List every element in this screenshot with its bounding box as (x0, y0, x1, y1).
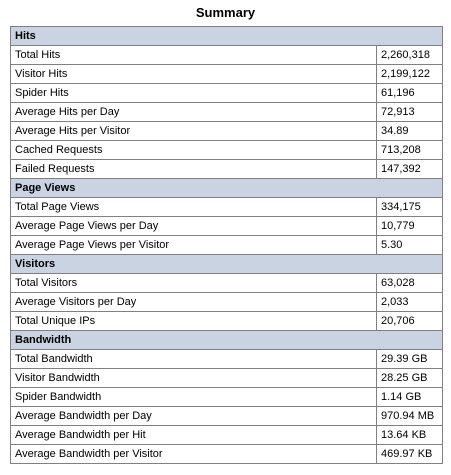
table-row (11, 217, 443, 236)
row-label: Total Bandwidth (11, 350, 377, 369)
table-row (11, 84, 443, 103)
table-row (11, 369, 443, 388)
row-value: 2,199,122 (377, 65, 443, 84)
row-label: Visitor Hits (11, 65, 377, 84)
row-value: 20,706 (377, 312, 443, 331)
row-label: Average Page Views per Visitor (11, 236, 377, 255)
summary-table (10, 26, 443, 464)
row-value: 713,208 (377, 141, 443, 160)
row-label: Average Page Views per Day (11, 217, 377, 236)
table-row (11, 426, 443, 445)
table-row (11, 312, 443, 331)
row-label: Total Page Views (11, 198, 377, 217)
section-header-bandwidth (11, 331, 443, 350)
row-value: 63,028 (377, 274, 443, 293)
section-title: Page Views (11, 179, 443, 198)
table-row (11, 407, 443, 426)
table-row (11, 122, 443, 141)
row-value: 28.25 GB (377, 369, 443, 388)
table-row (11, 103, 443, 122)
row-label: Visitor Bandwidth (11, 369, 377, 388)
table-row (11, 293, 443, 312)
row-label: Average Bandwidth per Hit (11, 426, 377, 445)
row-value: 61,196 (377, 84, 443, 103)
page-title: Summary (195, 5, 256, 20)
row-label: Spider Hits (11, 84, 377, 103)
row-label: Cached Requests (11, 141, 377, 160)
row-label: Average Hits per Visitor (11, 122, 377, 141)
row-label: Average Hits per Day (11, 103, 377, 122)
row-label: Failed Requests (11, 160, 377, 179)
row-value: 10,779 (377, 217, 443, 236)
row-value: 72,913 (377, 103, 443, 122)
table-row (11, 350, 443, 369)
table-row (11, 388, 443, 407)
row-value: 13.64 KB (377, 426, 443, 445)
section-header-hits (11, 27, 443, 46)
row-value: 970.94 MB (377, 407, 443, 426)
table-row (11, 236, 443, 255)
row-label: Spider Bandwidth (11, 388, 377, 407)
row-label: Average Bandwidth per Visitor (11, 445, 377, 464)
table-row (11, 445, 443, 464)
table-row (11, 198, 443, 217)
section-header-page-views (11, 179, 443, 198)
row-label: Total Unique IPs (11, 312, 377, 331)
row-value: 147,392 (377, 160, 443, 179)
section-header-visitors (11, 255, 443, 274)
table-row (11, 46, 443, 65)
section-title: Bandwidth (11, 331, 443, 350)
row-value: 2,033 (377, 293, 443, 312)
section-title: Hits (11, 27, 443, 46)
row-value: 334,175 (377, 198, 443, 217)
row-value: 1.14 GB (377, 388, 443, 407)
table-row (11, 160, 443, 179)
section-title: Visitors (11, 255, 443, 274)
row-value: 2,260,318 (377, 46, 443, 65)
row-value: 5.30 (377, 236, 443, 255)
row-value: 469.97 KB (377, 445, 443, 464)
row-label: Average Bandwidth per Day (11, 407, 377, 426)
row-label: Total Visitors (11, 274, 377, 293)
row-label: Average Visitors per Day (11, 293, 377, 312)
row-label: Total Hits (11, 46, 377, 65)
table-row (11, 141, 443, 160)
row-value: 29.39 GB (377, 350, 443, 369)
table-row (11, 274, 443, 293)
row-value: 34.89 (377, 122, 443, 141)
table-row (11, 65, 443, 84)
